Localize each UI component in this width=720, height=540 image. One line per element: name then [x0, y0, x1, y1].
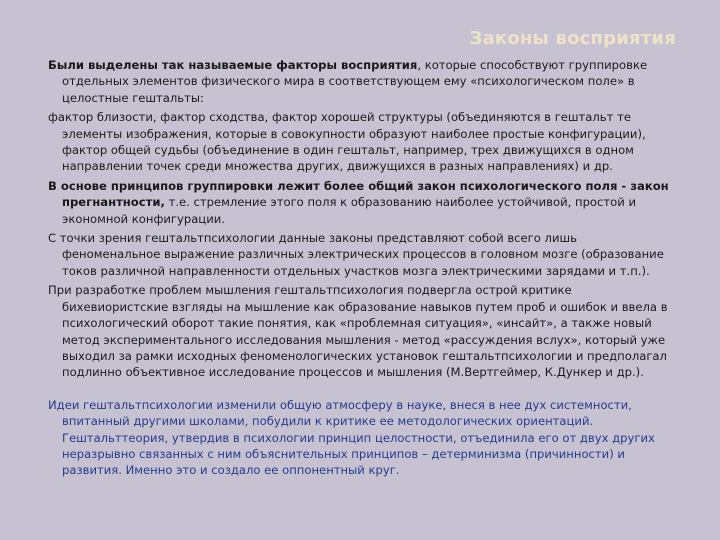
- paragraph-thinking-research: [48, 282, 678, 380]
- paragraph-text: С точки зрения гештальтпсихологии данные законы представляют собой всего лишь феноменальное выражение различных электрических процессов в головном мозге (образование токов различной направленности отдельных участков мозга электрическими зарядами и т.п.).: [48, 231, 664, 278]
- paragraph-text: Идеи гештальтпсихологии изменили общую атмосферу в науке, внеся в нее дух системности, впитанный другими школами, побудили к критике ее методологических ориентаций. Гештальттеория, утвердив в психологии принцип целостности, отъединила его от двух других неразрывно связанных с ним объяснительных принципов – детерминизма (причинности) и развития. Именно это и создало ее оппонентный круг.: [48, 397, 655, 478]
- paragraph-factor-list: [48, 109, 678, 175]
- paragraph-gestalt-influence: [48, 397, 678, 479]
- paragraph-perception-factors: [48, 57, 678, 106]
- paragraph-text: т.е. стремление этого поля к образованию наиболее устойчивой, простой и экономной конфигурации.: [62, 195, 636, 226]
- slide-body: [48, 57, 678, 482]
- paragraph-pregnance-law: [48, 178, 678, 227]
- paragraph-bold-lead: В основе принципов группировки лежит более общий закон психологического поля - закон прегнантности,: [48, 178, 669, 210]
- slide-title: Законы восприятия: [469, 28, 676, 49]
- paragraph-text: , которые способствуют группировке отдельных элементов физического мира в соответствующем ему «психологическом поле» в целостные гештальты:: [62, 58, 648, 105]
- paragraph-brain-processes: [48, 230, 678, 279]
- paragraph-text: При разработке проблем мышления гештальтпсихология подвергла острой критике бихевиористские взгляды на мышление как образование навыков путем проб и ошибок и ввела в психологический оборот такие понятия, как «проблемная ситуация», «инсайт», а также новый метод экспериментального исследования мышления - метод «рассуждения вслух», который уже выходил за рамки исходных феноменологических установок гештальтпсихологии и предполагал подлинно объективное исследование процессов и мышления (М.Вертгеймер, К.Дункер и др.).: [48, 283, 668, 380]
- paragraph-bold-lead: Были выделены так называемые факторы восприятия: [48, 58, 418, 72]
- paragraph-text: фактор близости, фактор сходства, фактор хорошей структуры (объединяются в гештальт те элементы изображения, которые в совокупности образуют наиболее простые конфигурации), фактор общей судьбы (объединение в один гештальт, например, трех движущихся в одном направлении точек среди множества других, движущихся в разных направлениях) и др.: [48, 110, 646, 174]
